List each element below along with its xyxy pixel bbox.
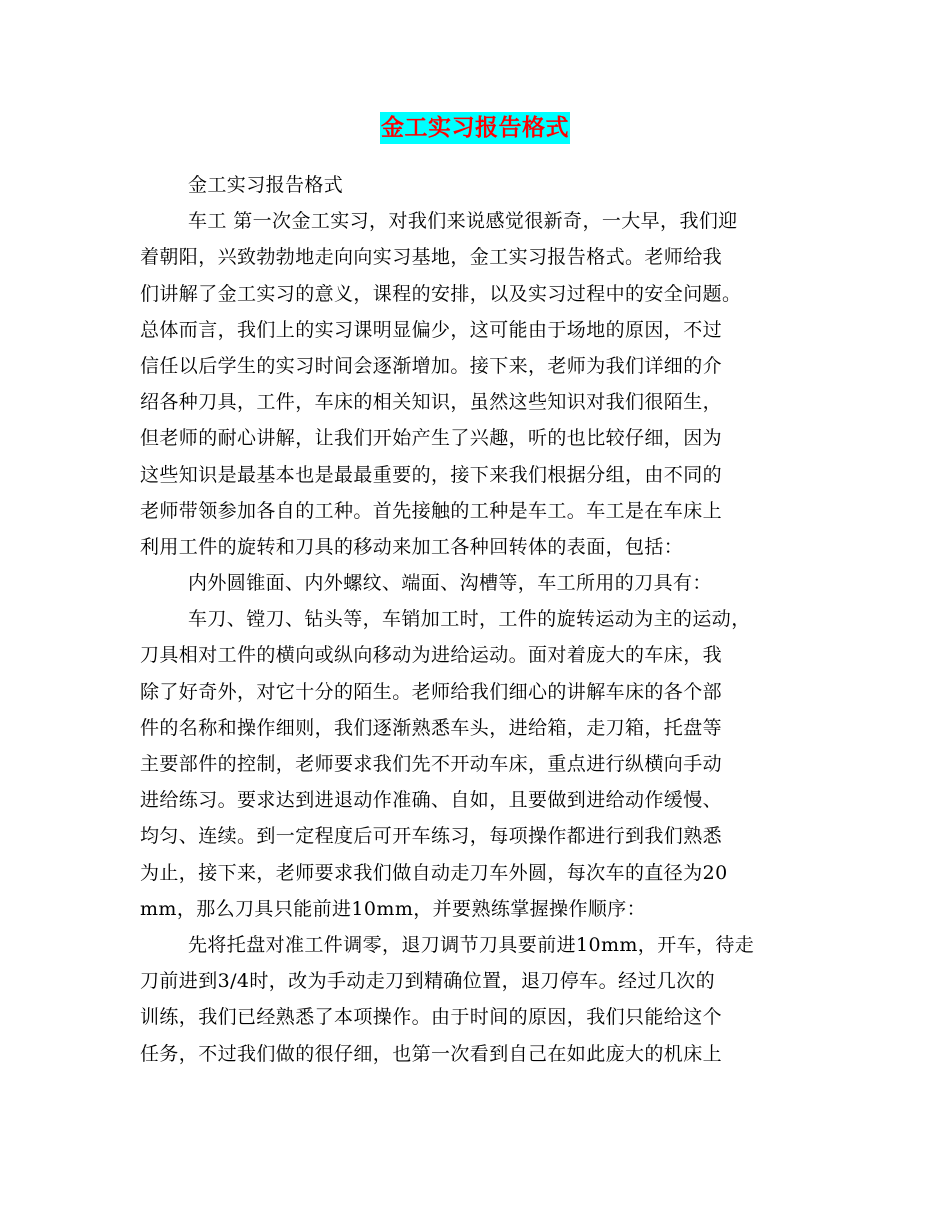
text-line: 们讲解了金工实习的意义，课程的安排，以及实习过程中的安全问题。 (140, 282, 742, 305)
text-line: 着朝阳，兴致勃勃地走向向实习基地，金工实习报告格式。老师给我 (140, 246, 723, 269)
text-line: 训练，我们已经熟悉了本项操作。由于时间的原因，我们只能给这个 (140, 1006, 723, 1029)
text-line: 主要部件的控制，老师要求我们先不开动车床，重点进行纵横向手动 (140, 753, 723, 775)
text-line: mm，那么刀具只能前进10mm，并要熟练掌握操作顺序： (140, 897, 647, 920)
text-line: 任务，不过我们做的很仔细，也第一次看到自己在如此庞大的机床上 (140, 1042, 723, 1065)
text-line: 利用工件的旋转和刀具的移动来加工各种回转体的表面，包括： (140, 535, 684, 558)
text-line: 件的名称和操作细则，我们逐渐熟悉车头，进给箱，走刀箱，托盘等 (140, 716, 723, 739)
text-line: 进给练习。要求达到进退动作准确、自如，且要做到进给动作缓慢、 (140, 789, 723, 812)
text-line: 绍各种刀具，工件，车床的相关知识，虽然这些知识对我们很陌生， (140, 391, 723, 414)
text-line: 总体而言，我们上的实习课明显偏少，这可能由于场地的原因，不过 (140, 318, 723, 341)
title-container (0, 112, 950, 144)
text-line: 刀具相对工件的横向或纵向移动为进给运动。面对着庞大的车床，我 (140, 644, 723, 667)
text-line: 车工 第一次金工实习，对我们来说感觉很新奇，一大早，我们迎 (188, 210, 738, 233)
text-line: 均匀、连续。到一定程度后可开车练习，每项操作都进行到我们熟悉 (140, 825, 723, 848)
text-line: 金工实习报告格式 (188, 174, 344, 196)
text-line: 除了好奇外，对它十分的陌生。老师给我们细心的讲解车床的各个部 (140, 680, 723, 703)
text-line: 为止，接下来，老师要求我们做自动走刀车外圆，每次车的直径为20 (140, 861, 728, 884)
text-line: 信任以后学生的实习时间会逐渐增加。接下来，老师为我们详细的介 (140, 354, 723, 377)
text-line: 车刀、镗刀、钻头等，车销加工时，工件的旋转运动为主的运动， (188, 608, 751, 631)
text-line: 这些知识是最基本也是最最重要的，接下来我们根据分组，由不同的 (140, 463, 723, 486)
document-title: 金工实习报告格式 (380, 112, 570, 144)
document-body (140, 167, 805, 1072)
text-line: 但老师的耐心讲解，让我们开始产生了兴趣，听的也比较仔细，因为 (140, 427, 723, 450)
text-line: 刀前进到3/4时，改为手动走刀到精确位置，退刀停车。经过几次的 (140, 970, 715, 993)
text-line: 内外圆锥面、内外螺纹、端面、沟槽等，车工所用的刀具有： (188, 572, 712, 595)
text-line: 先将托盘对准工件调零，退刀调节刀具要前进10mm，开车，待走 (188, 933, 755, 956)
text-line: 老师带领参加各自的工种。首先接触的工种是车工。车工是在车床上 (140, 499, 723, 522)
